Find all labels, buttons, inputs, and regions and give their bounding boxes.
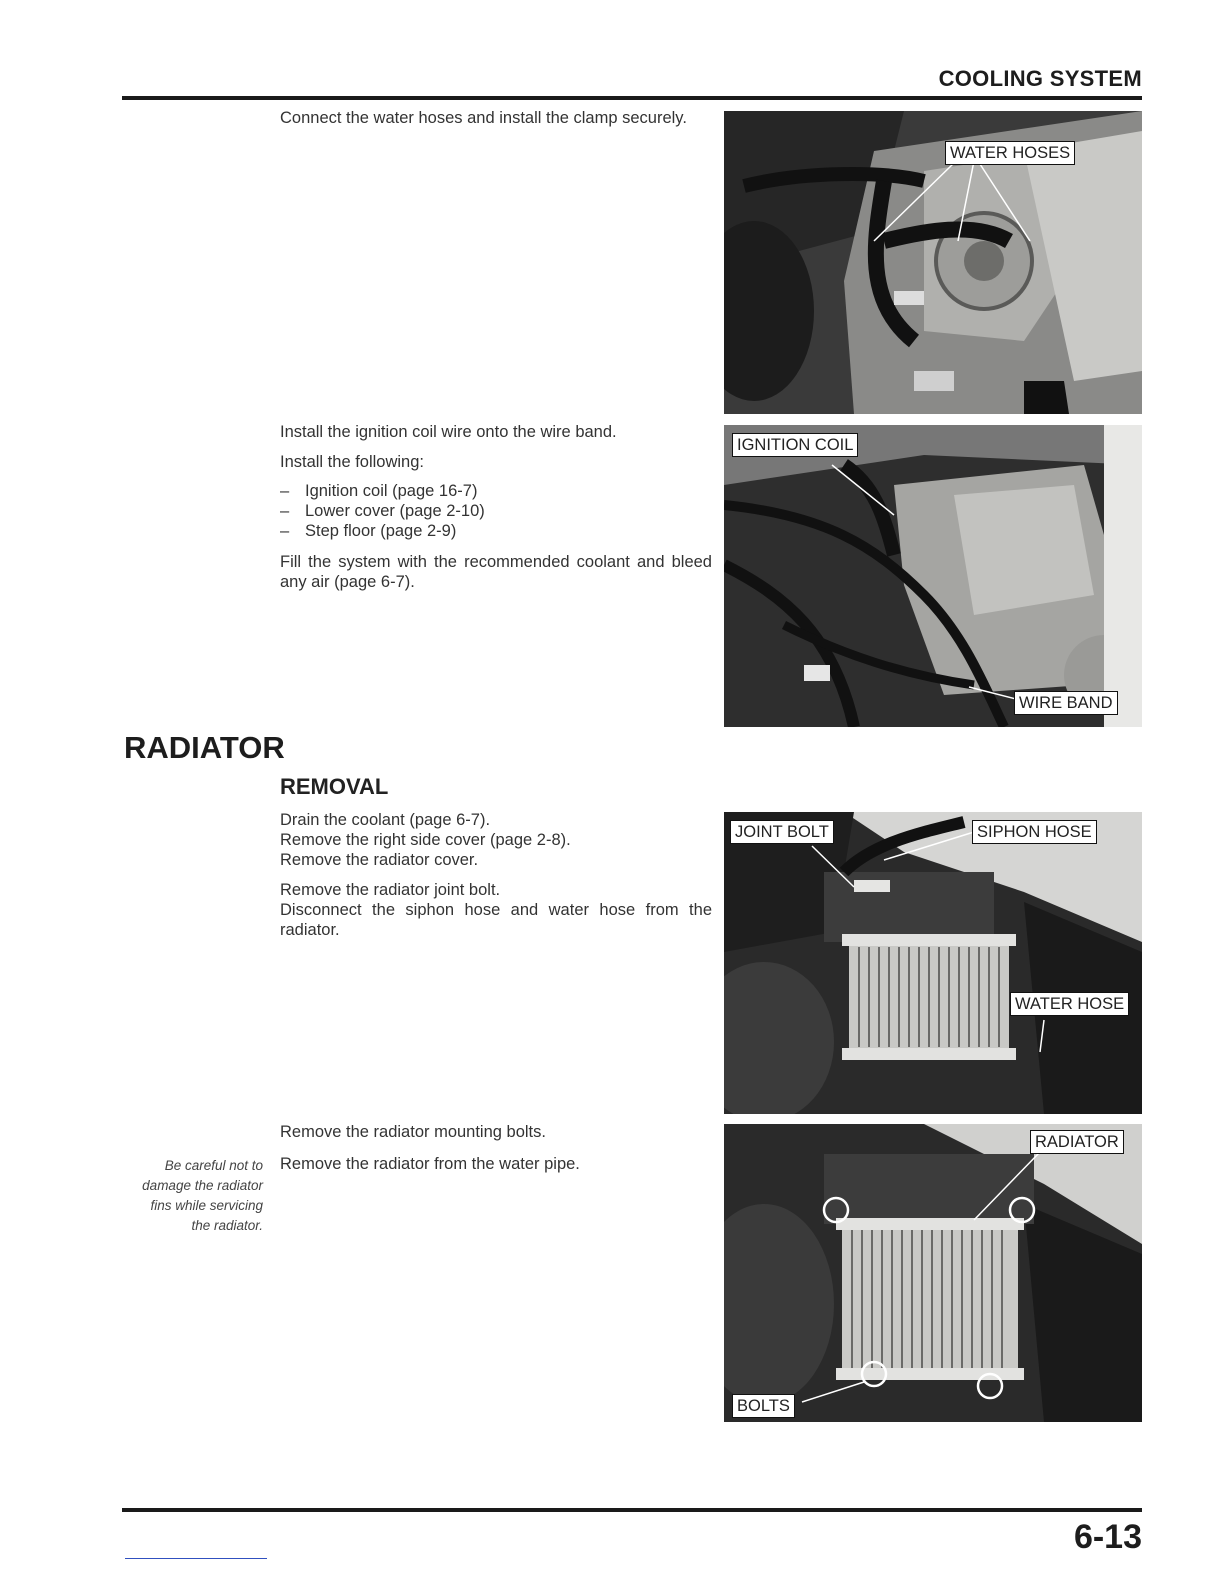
- photo-ignition-coil: [724, 425, 1142, 727]
- instruction-disconnect-hoses: Disconnect the siphon hose and water hose from the radiator.: [280, 901, 712, 939]
- section-title: RADIATOR: [124, 730, 285, 765]
- figure-label: SIPHON HOSE: [972, 820, 1097, 844]
- figure-label: IGNITION COIL: [732, 433, 858, 457]
- figure-label: BOLTS: [732, 1394, 795, 1418]
- footer-rule: [122, 1508, 1142, 1512]
- caution-note: Be careful not to damage the radiator fins while servicing the radiator.: [142, 1158, 263, 1233]
- instruction-ignition-wire: Install the ignition coil wire onto the wire band.: [280, 423, 617, 441]
- instruction-install-following: Install the following:: [280, 453, 424, 471]
- subsection-title: REMOVAL: [280, 774, 389, 799]
- figure-label: RADIATOR: [1030, 1130, 1124, 1154]
- instruction-remove-radiator: Remove the radiator from the water pipe.: [280, 1155, 580, 1173]
- header-rule: [122, 96, 1142, 100]
- footer-link-underline: [125, 1558, 267, 1559]
- list-item: – Lower cover (page 2-10): [280, 501, 485, 521]
- figure-label: JOINT BOLT: [730, 820, 834, 844]
- figure-label: WIRE BAND: [1014, 691, 1118, 715]
- photo-water-hoses: [724, 111, 1142, 414]
- removal-step: Drain the coolant (page 6-7).: [280, 811, 491, 829]
- list-item: – Ignition coil (page 16-7): [280, 481, 485, 501]
- photo-radiator-bolts: [724, 1124, 1142, 1422]
- figure-label: WATER HOSES: [945, 141, 1075, 165]
- page-number: 6-13: [1073, 1518, 1142, 1556]
- install-list: [280, 481, 485, 541]
- list-item: – Step floor (page 2-9): [280, 521, 485, 541]
- section-header: COOLING SYSTEM: [938, 66, 1142, 91]
- instruction-connect-hoses: Connect the water hoses and install the clamp securely.: [280, 109, 687, 127]
- figure-label: WATER HOSE: [1010, 992, 1129, 1016]
- instruction-mounting-bolts: Remove the radiator mounting bolts.: [280, 1123, 546, 1141]
- instruction-joint-bolt: Remove the radiator joint bolt.: [280, 881, 501, 899]
- removal-step: Remove the radiator cover.: [280, 851, 479, 869]
- instruction-fill-coolant: Fill the system with the recommended coolant and bleed any air (page 6-7).: [280, 553, 712, 591]
- photo-radiator-hoses: [724, 812, 1142, 1114]
- removal-step: Remove the right side cover (page 2-8).: [280, 831, 571, 849]
